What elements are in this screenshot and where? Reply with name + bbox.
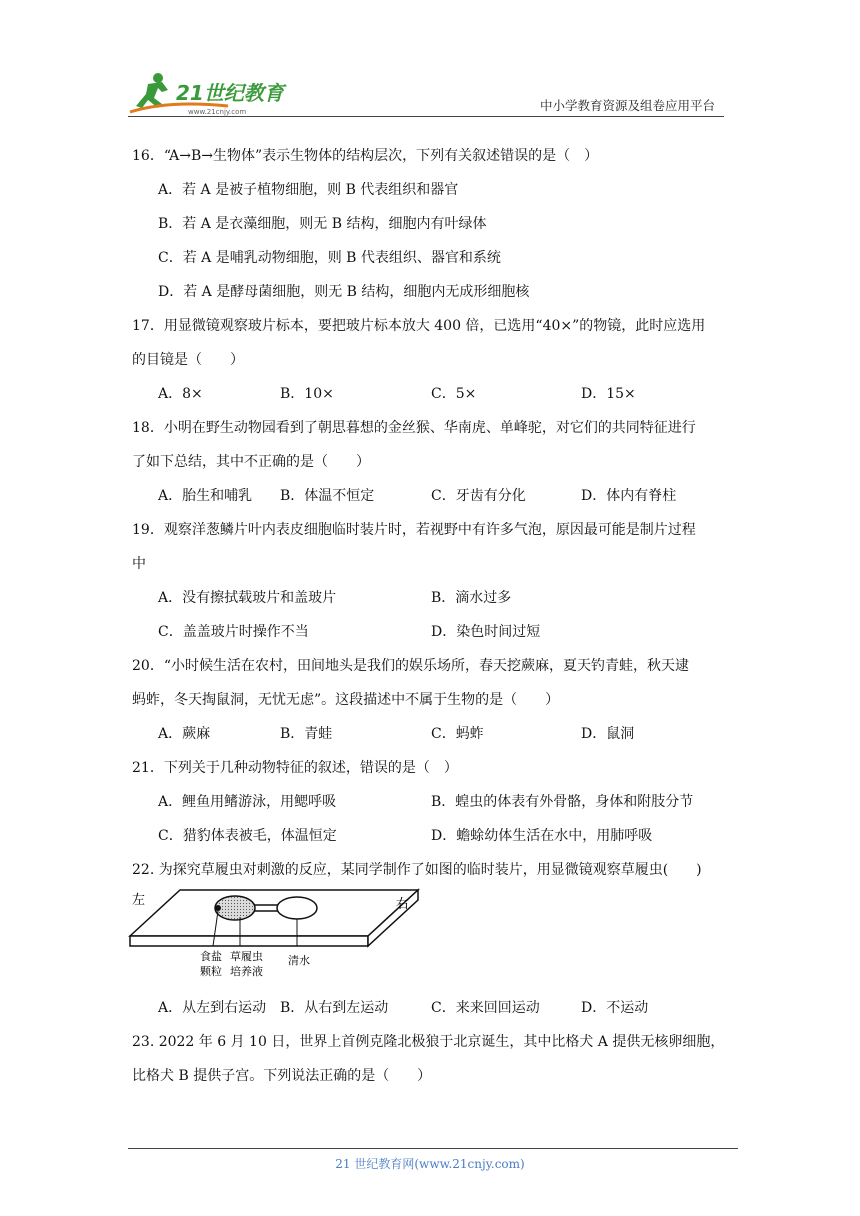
- question-17-stem-line2: 的目镜是（ ）: [132, 352, 244, 368]
- question-22-stem: 22. 为探究草履虫对刺激的反应，某同学制作了如图的临时装片，用显微镜观察草履虫( ): [132, 862, 702, 878]
- question-19-option-a: A．没有擦拭载玻片和盖玻片: [158, 590, 337, 606]
- figure-water-label: 清水: [288, 954, 310, 967]
- paramecium-slide-figure: [128, 884, 424, 986]
- figure-culture-label-1: 草履虫: [230, 950, 263, 963]
- figure-salt-label-2: 颗粒: [200, 965, 222, 978]
- question-22-option-c: C．来来回回运动: [431, 1000, 540, 1016]
- header-platform-text: 中小学教育资源及组卷应用平台: [540, 98, 716, 113]
- site-logo: [128, 68, 288, 118]
- question-17-option-d: D．15×: [581, 386, 636, 402]
- question-23-stem-line1: 23. 2022 年 6 月 10 日，世界上首例克隆北极狼于北京诞生，其中比格犬 A 提供无核卵细胞，: [132, 1034, 725, 1050]
- question-17-option-c: C．5×: [431, 386, 477, 402]
- question-17-option-a: A．8×: [158, 386, 203, 402]
- header-divider: [128, 116, 724, 117]
- question-18-option-d: D．体内有脊柱: [581, 488, 677, 504]
- question-21-option-d: D．蟾蜍幼体生活在水中，用肺呼吸: [431, 828, 653, 844]
- question-20-stem-line1: 20．“小时候生活在农村，田间地头是我们的娱乐场所，春天挖蕨麻，夏天钓青蛙，秋天逮: [132, 658, 689, 674]
- question-23-stem-line2: 比格犬 B 提供子宫。下列说法正确的是（ ）: [132, 1068, 432, 1084]
- question-22-option-b: B．从右到左运动: [280, 1000, 389, 1016]
- question-16-option-a: A．若 A 是被子植物细胞，则 B 代表组织和器官: [158, 182, 459, 198]
- footer-site-link[interactable]: 21 世纪教育网(www.21cnjy.com): [335, 1157, 525, 1171]
- question-20-option-d: D．鼠洞: [581, 726, 635, 742]
- question-21-option-c: C．猎豹体表被毛，体温恒定: [158, 828, 337, 844]
- question-16-option-b: B．若 A 是衣藻细胞，则无 B 结构，细胞内有叶绿体: [158, 216, 487, 232]
- figure-left-label: 左: [132, 893, 146, 908]
- question-18-stem-line2: 了如下总结，其中不正确的是（ ）: [132, 454, 370, 470]
- question-21-option-a: A．鲤鱼用鳍游泳，用鳃呼吸: [158, 794, 337, 810]
- question-22-option-a: A．从左到右运动: [158, 1000, 267, 1016]
- question-16-option-d: D．若 A 是酵母菌细胞，则无 B 结构，细胞内无成形细胞核: [158, 284, 530, 300]
- figure-culture-label-2: 培养液: [230, 965, 263, 978]
- question-17-option-b: B．10×: [280, 386, 334, 402]
- question-19-option-b: B．滴水过多: [431, 590, 512, 606]
- question-20-option-b: B．青蛙: [280, 726, 333, 742]
- question-20-option-a: A．蕨麻: [158, 726, 211, 742]
- question-19-stem-line1: 19．观察洋葱鳞片叶内表皮细胞临时装片时，若视野中有许多气泡，原因最可能是制片过程: [132, 522, 696, 538]
- question-22-option-d: D．不运动: [581, 1000, 649, 1016]
- figure-right-label: 右: [396, 897, 410, 912]
- question-16-stem: 16．“A→B→生物体”表示生物体的结构层次，下列有关叙述错误的是（ ）: [132, 148, 599, 164]
- question-19-stem-line2: 中: [132, 556, 146, 572]
- question-19-option-d: D．染色时间过短: [431, 624, 541, 640]
- logo-url: www.21cnjy.com: [188, 108, 247, 116]
- question-18-stem-line1: 18．小明在野生动物园看到了朝思暮想的金丝猴、华南虎、单峰驼，对它们的共同特征进行: [132, 420, 696, 436]
- question-18-option-c: C．牙齿有分化: [431, 488, 526, 504]
- question-19-option-c: C．盖盖玻片时操作不当: [158, 624, 309, 640]
- figure-salt-label-1: 食盐: [200, 950, 222, 963]
- question-16-option-c: C．若 A 是哺乳动物细胞，则 B 代表组织、器官和系统: [158, 250, 501, 266]
- question-21-stem: 21．下列关于几种动物特征的叙述，错误的是（ ）: [132, 760, 458, 776]
- question-18-option-a: A．胎生和哺乳: [158, 488, 253, 504]
- question-20-stem-line2: 蚂蚱，冬天掏鼠洞，无忧无虑”。这段描述中不属于生物的是（ ）: [132, 692, 560, 708]
- question-17-stem-line1: 17．用显微镜观察玻片标本，要把玻片标本放大 400 倍，已选用“40×”的物镜，此时应选用: [132, 318, 706, 334]
- question-18-option-b: B．体温不恒定: [280, 488, 375, 504]
- question-20-option-c: C．蚂蚱: [431, 726, 484, 742]
- logo-text: 21世纪教育: [176, 81, 284, 105]
- footer-divider: [128, 1148, 738, 1149]
- question-21-option-b: B．蝗虫的体表有外骨骼，身体和附肢分节: [431, 794, 694, 810]
